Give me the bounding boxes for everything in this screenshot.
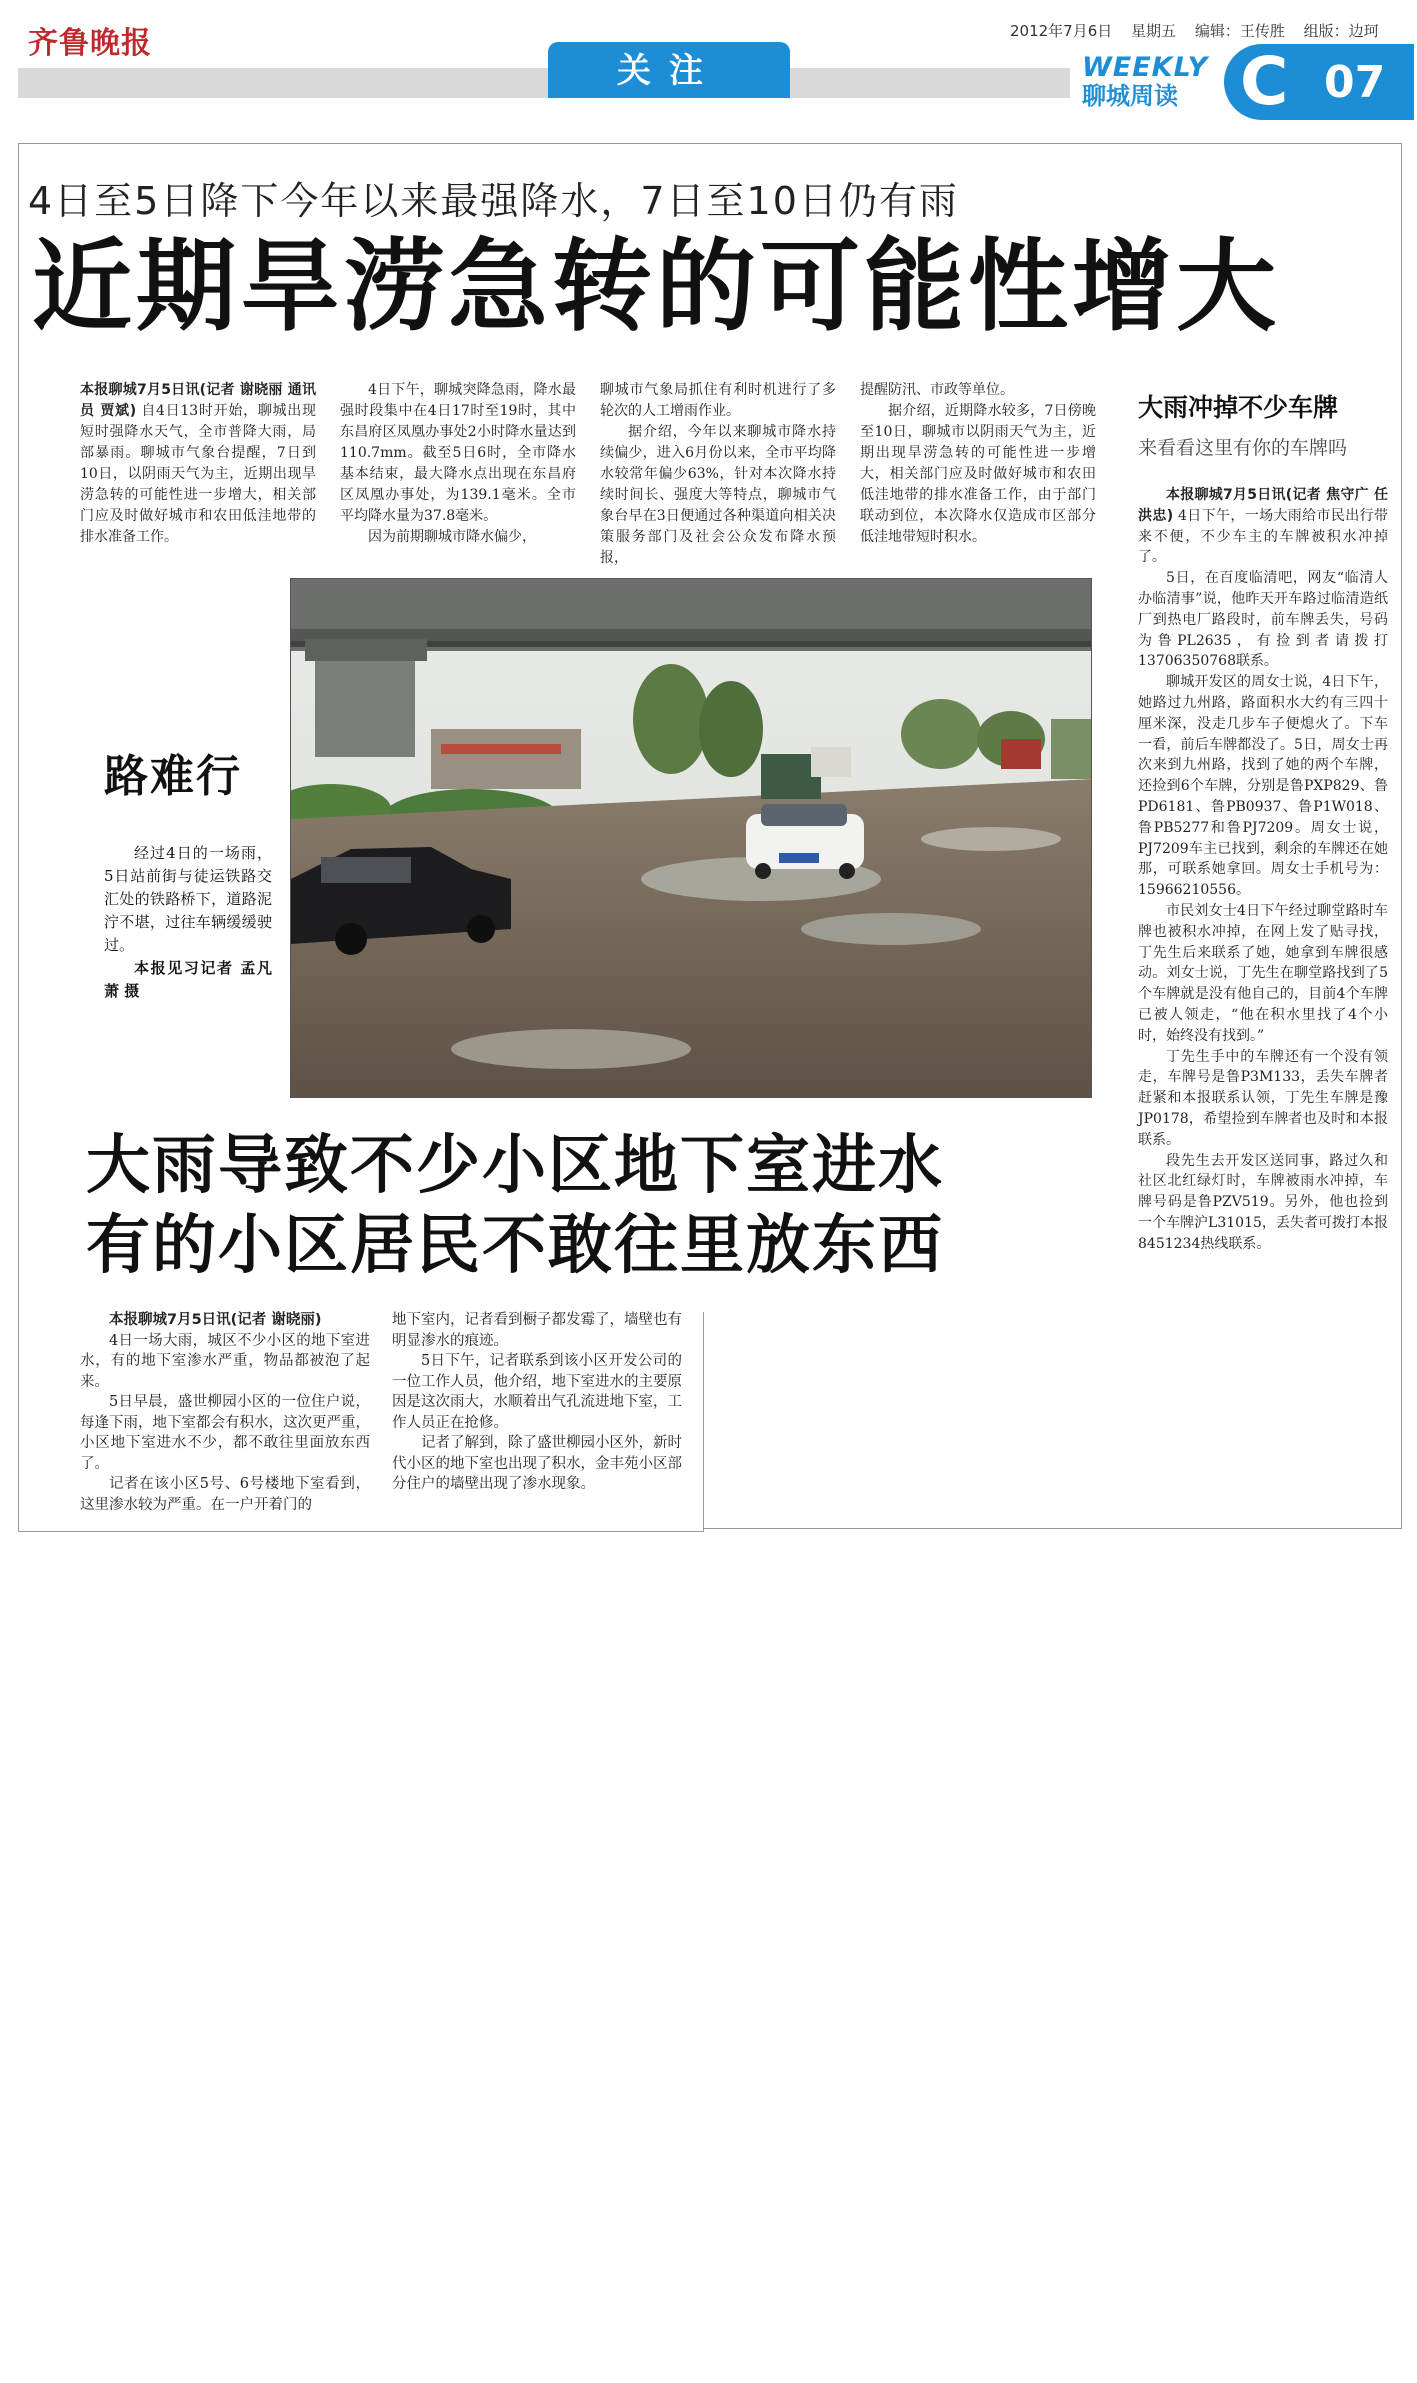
weekly-cn: 聊城周读 <box>1082 82 1178 110</box>
news-photo <box>290 578 1092 1098</box>
article-col2-p1: 4日下午，聊城突降急雨，降水最强时段集中在4日17时至19时，其中东昌府区凤凰办事处2小时降水量达到110.7mm。截至5日6时，全市降水基本结束，最大降水点出现在东昌府区凤凰办事处，为139.1毫米。全市平均降水量为37.8毫米。 <box>340 382 576 524</box>
page-badge <box>1224 44 1414 120</box>
article2-byline: 本报聊城7月5日讯(记者 谢晓丽) <box>109 1312 322 1328</box>
sidebar-p5: 丁先生手中的车牌还有一个没有领走，车牌号是鲁P3M133，丢失车牌者赶紧和本报联系认领，丁先生车牌是豫JP0178，希望捡到车牌者也及时和本报联系。 <box>1138 1048 1388 1148</box>
sidebar-byline: 本报聊城7月5日讯(记者 焦守广 任洪忠) <box>1138 487 1388 524</box>
article-column-1 <box>80 380 316 548</box>
photo-credit: 本报见习记者 孟凡萧 摄 <box>104 959 272 1000</box>
sidebar-body <box>1138 485 1388 1254</box>
editor-credit: 编辑：王传胜 <box>1194 22 1285 40</box>
issue-info <box>1010 20 1393 41</box>
sidebar-p6: 段先生去开发区送同事，路过久和社区北红绿灯时，车牌被雨水冲掉，车牌号码是鲁PZV519。另外，他也捡到一个车牌沪L31015，丢失者可拨打本报8451234热线联系。 <box>1138 1152 1388 1252</box>
sidebar-p4: 市民刘女士4日下午经过聊堂路时车牌也被积水冲掉，在网上发了贴寻找，丁先生后来联系了她，她拿到车牌很感动。刘女士说，丁先生在聊堂路找到了5个车牌就是没有他自己的，目前4个车牌已被人领走，“他在积水里找了4个小时，始终没有找到。” <box>1138 902 1388 1044</box>
layout-credit: 组版：边珂 <box>1303 22 1379 40</box>
article-column-4 <box>860 380 1096 548</box>
article2-headline-line2: 有的小区居民不敢往里放东西 <box>86 1209 944 1283</box>
page-number: 07 <box>1324 57 1386 108</box>
header-rule-right <box>790 68 1070 98</box>
article-byline: 本报聊城7月5日讯(记者 谢晓丽 通讯员 贾斌) <box>80 382 316 419</box>
article-subhead: 4日至5日降下今年以来最强降水，7日至10日仍有雨 <box>28 179 959 223</box>
article-column-2 <box>340 380 576 548</box>
article-column-3 <box>600 380 836 569</box>
article2-column-2 <box>392 1310 682 1495</box>
photo-title: 路难行 <box>104 751 242 802</box>
article2-p1: 4日一场大雨，城区不少小区的地下室进水，有的地下室渗水严重，物品都被泡了起来。 <box>80 1332 370 1390</box>
photo-caption-block <box>104 842 272 1003</box>
article-col1-text: 自4日13时开始，聊城出现短时强降水天气，全市普降大雨，局部暴雨。聊城市气象台提醒，7日到10日，以阴雨天气为主，近期出现旱涝急转的可能性进一步增大，相关部门应及时做好城市和农田低洼地带的排水准备工作。 <box>80 403 316 545</box>
weekly-brand <box>1082 54 1212 110</box>
photo-caption: 经过4日的一场雨，5日站前街与徒运铁路交汇处的铁路桥下，道路泥泞不堪，过往车辆缓缓驶过。 <box>104 844 272 954</box>
sidebar-p1: 4日下午，一场大雨给市民出行带来不便，不少车主的车牌被积水冲掉了。 <box>1138 507 1388 566</box>
article2-p5: 5日下午，记者联系到该小区开发公司的一位工作人员，他介绍，地下室进水的主要原因是这次雨大，水顺着出气孔流进地下室，工作人员正在抢修。 <box>392 1353 682 1431</box>
article2-p6: 记者了解到，除了盛世柳园小区外，新时代小区的地下室也出现了积水，金丰苑小区部分住户的墙壁出现了渗水现象。 <box>392 1435 682 1492</box>
article2-p3: 记者在该小区5号、6号楼地下室看到，这里渗水较为严重。在一户开着门的 <box>80 1476 370 1513</box>
issue-date: 2012年7月6日 <box>1010 22 1113 40</box>
muddy-road-photo-illustration <box>291 579 1092 1098</box>
header-rule-left <box>18 68 548 98</box>
article-col3-p2: 据介绍，今年以来聊城市降水持续偏少，进入6月份以来，全市平均降水较常年偏少63%，针对本次降水持续时间长、强度大等特点，聊城市气象台早在3日便通过各种渠道向相关决策服务部门及社会公众发布降水预报， <box>600 424 836 566</box>
section-tab: 关注 <box>548 42 790 98</box>
article-col4-p1: 提醒防汛、市政等单位。 <box>860 382 1014 398</box>
page-letter: C <box>1240 43 1289 120</box>
article-headline: 近期旱涝急转的可能性增大 <box>32 228 1280 345</box>
article2-headline-line1: 大雨导致不少小区地下室进水 <box>86 1129 944 1203</box>
article2-column-1 <box>80 1310 370 1515</box>
sidebar-subtitle: 来看看这里有你的车牌吗 <box>1138 437 1348 459</box>
issue-weekday: 星期五 <box>1131 22 1177 40</box>
sidebar-p3: 聊城开发区的周女士说，4日下午，她路过九州路，路面积水大约有三四十厘米深，没走几步车子便熄火了。下车一看，前后车牌都没了。5日，周女士再次来到九州路，找到了她的两个车牌，还捡到6个车牌，分别是鲁PXP829、鲁PD6181、鲁PB0937、鲁P1W018、鲁PB5277和鲁PJ7209。周女士说，PJ7209车主已找到，剩余的车牌还在她那，可联系她拿回。周女士手机号为：15966210556。 <box>1138 674 1388 899</box>
article-col2-p2: 因为前期聊城市降水偏少， <box>368 529 536 545</box>
article2-p2: 5日早晨，盛世柳园小区的一位住户说，每逢下雨，地下室都会有积水，这次更严重，小区地下室进水不少，都不敢往里面放东西了。 <box>80 1394 370 1472</box>
article2-p4: 地下室内，记者看到橱子都发霉了，墙壁也有明显渗水的痕迹。 <box>392 1312 682 1349</box>
article-col3-p1: 聊城市气象局抓住有利时机进行了多轮次的人工增雨作业。 <box>600 382 836 419</box>
newspaper-logo: 齐鲁晚报 <box>28 26 152 61</box>
article-col4-p2: 据介绍，近期降水较多，7日傍晚至10日，聊城市以阴雨天气为主，近期出现旱涝急转的可能性进一步增大，相关部门应及时做好城市和农田低洼地带的排水准备工作，由于部门联动到位，本次降水仅造成市区部分低洼地带短时积水。 <box>860 403 1096 545</box>
sidebar-p2: 5日，在百度临清吧，网友“临清人办临清事”说，他昨天开车路过临清造纸厂到热电厂路段时，前车牌丢失，号码为鲁PL2635，有捡到者请拨打13706350768联系。 <box>1138 570 1388 670</box>
sidebar-title: 大雨冲掉不少车牌 <box>1138 393 1339 422</box>
weekly-en: WEEKLY <box>1082 52 1209 83</box>
